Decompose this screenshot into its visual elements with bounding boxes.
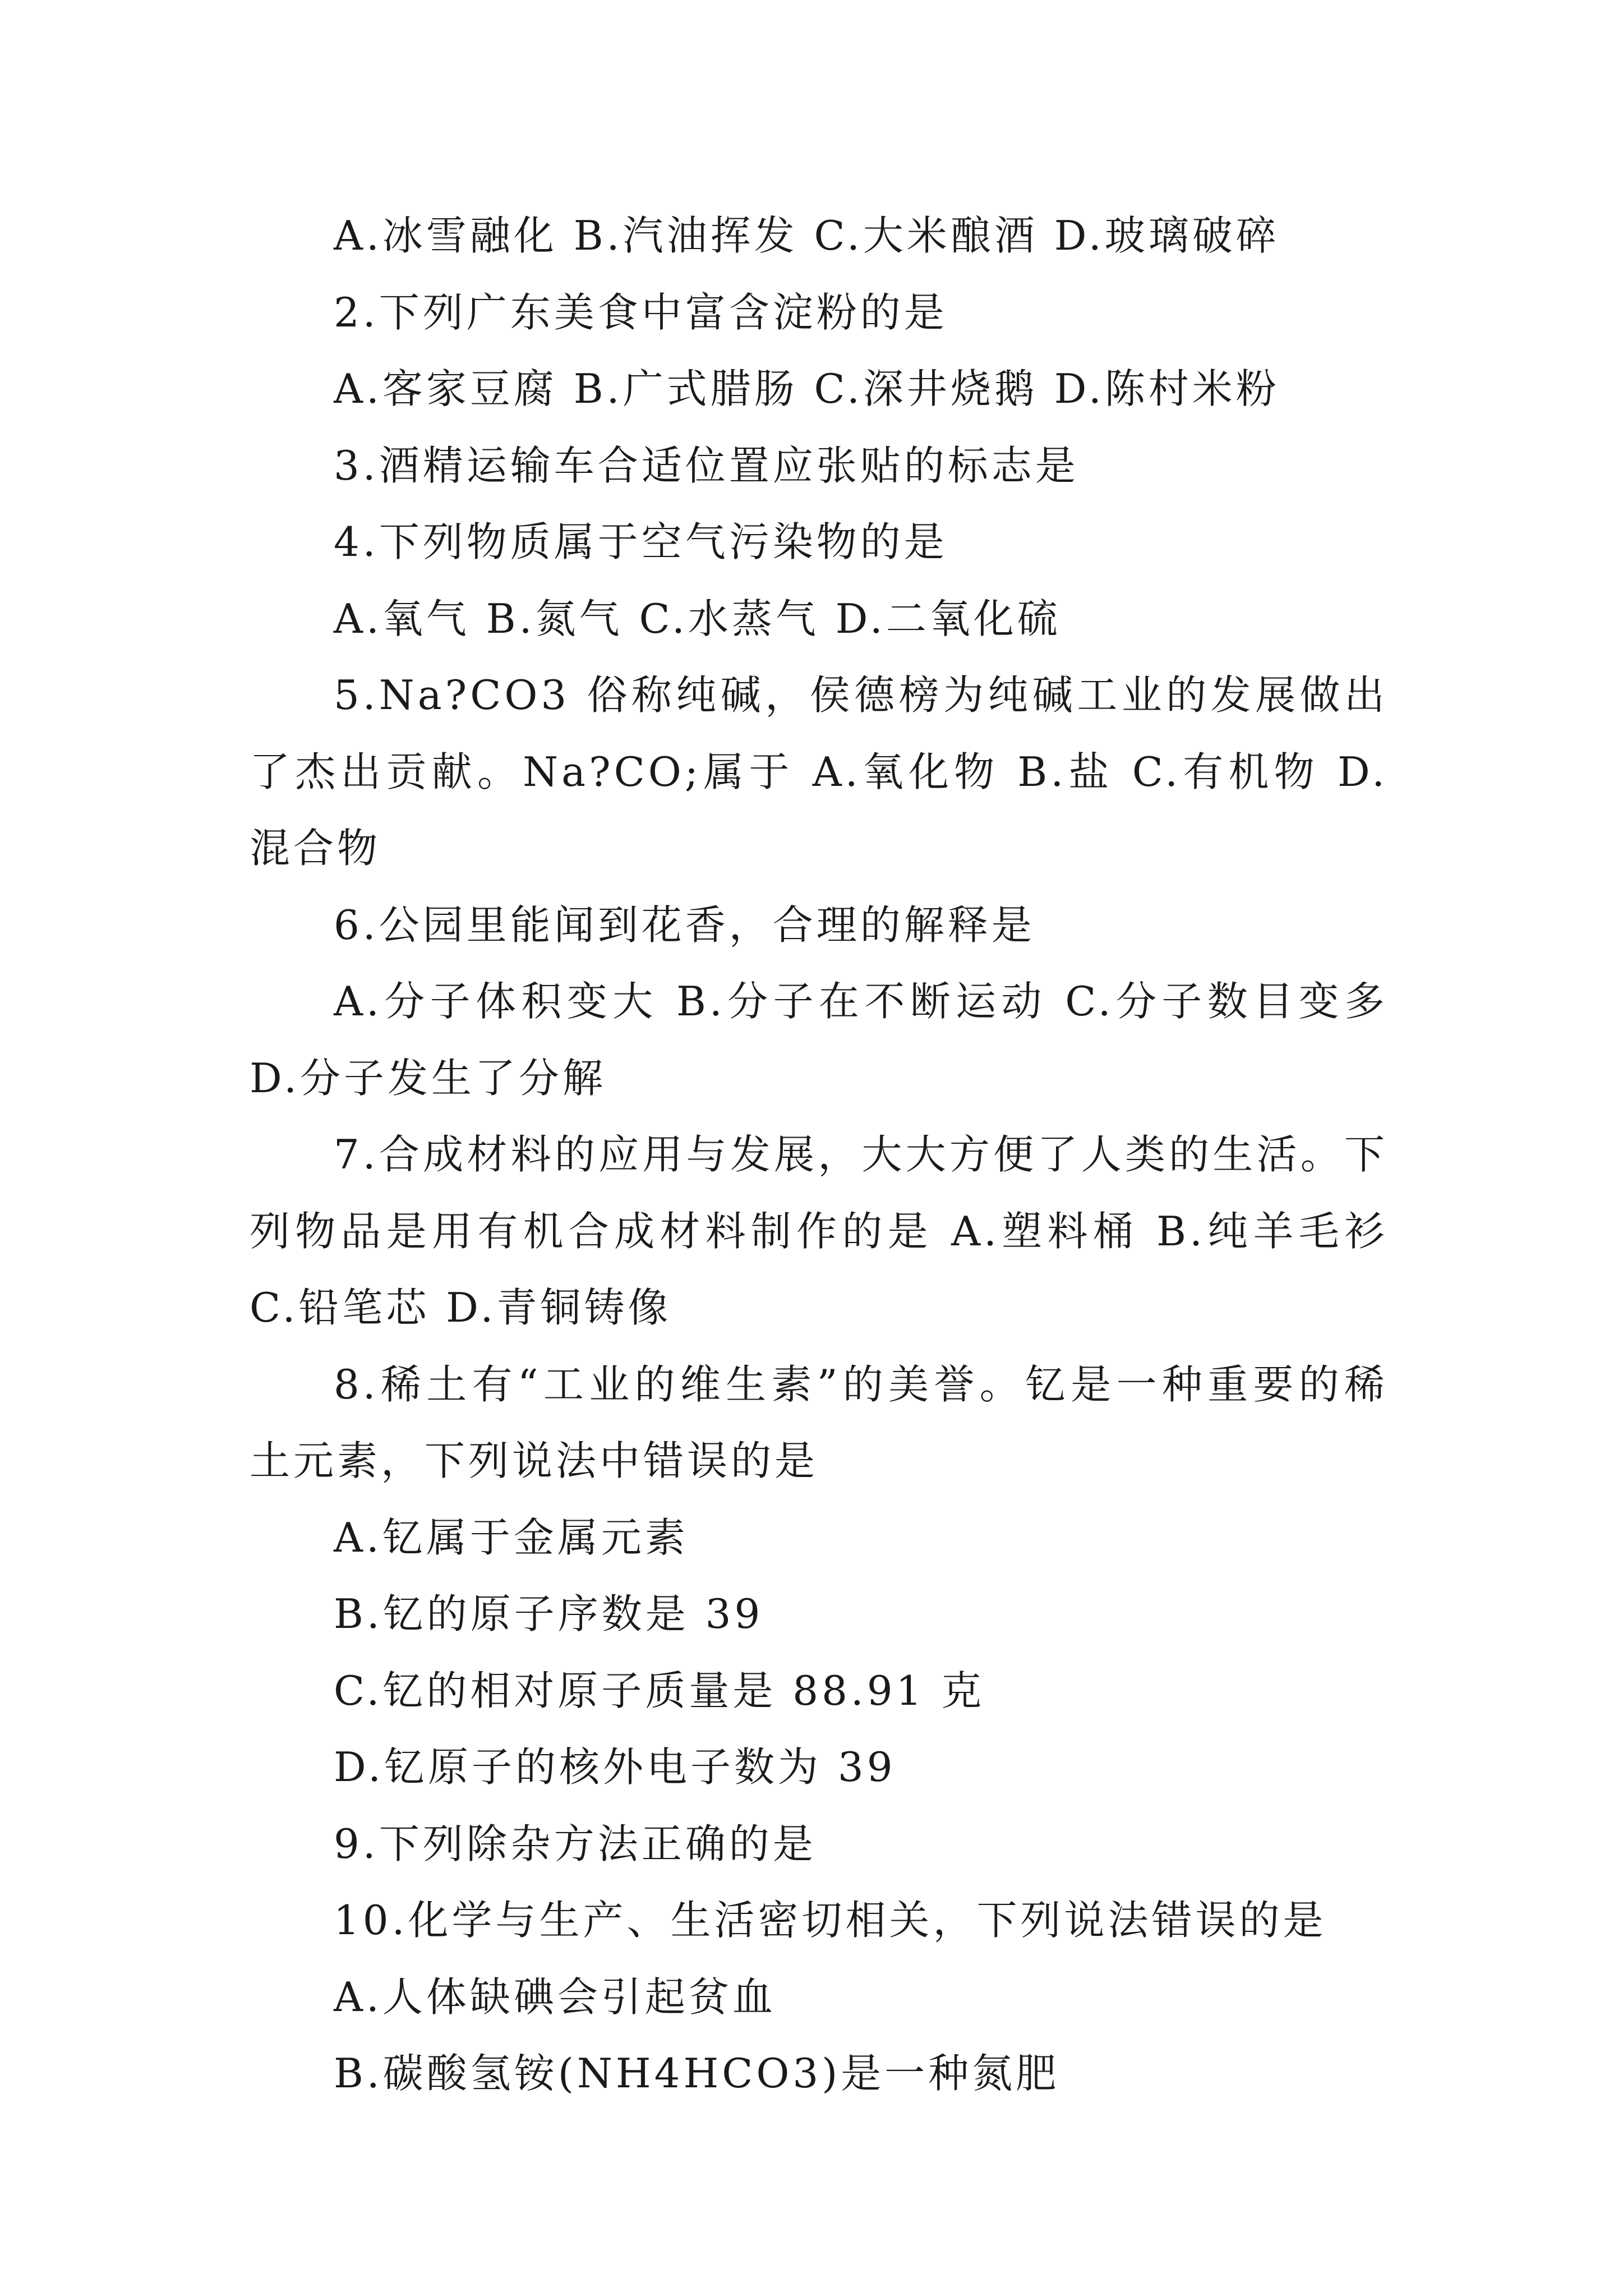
paragraph-q6-stem: 6.公园里能闻到花香，合理的解释是 bbox=[334, 901, 1035, 949]
paragraph-q3-stem: 3.酒精运输车合适位置应张贴的标志是 bbox=[334, 441, 1079, 489]
paragraph-q4-options: A.氧气 B.氮气 C.水蒸气 D.二氧化硫 bbox=[334, 595, 1061, 642]
paragraph-q8-stem: 8.稀土有“工业的维生素”的美誉。钇是一种重要的稀土元素，下列说法中错误的是 bbox=[250, 1360, 1388, 1484]
paragraph-q8-option-b: B.钇的原子序数是 39 bbox=[334, 1590, 764, 1637]
paragraph-q6-options: A.分子体积变大 B.分子在不断运动 C.分子数目变多 D.分子发生了分解 bbox=[250, 978, 1388, 1102]
paragraph-q10-option-a: A.人体缺碘会引起贫血 bbox=[334, 1973, 776, 2021]
paragraph-q10-option-b: B.碳酸氢铵(NH4HCO3)是一种氮肥 bbox=[334, 2050, 1060, 2097]
paragraph-q8-option-a: A.钇属于金属元素 bbox=[334, 1513, 689, 1561]
paragraph-q8-option-c: C.钇的相对原子质量是 88.91 克 bbox=[334, 1667, 985, 1714]
document-body bbox=[250, 197, 1388, 2112]
paragraph-q2-stem: 2.下列广东美食中富含淀粉的是 bbox=[334, 288, 948, 336]
paragraph-q8-option-d: D.钇原子的核外电子数为 39 bbox=[334, 1743, 896, 1791]
paragraph-q1-options: A.冰雪融化 B.汽油挥发 C.大米酿酒 D.玻璃破碎 bbox=[334, 212, 1280, 259]
paragraph-q7: 7.合成材料的应用与发展，大大方便了人类的生活。下列物品是用有机合成材料制作的是 A.塑料桶 B.纯羊毛衫 C.铅笔芯 D.青铜铸像 bbox=[250, 1131, 1388, 1331]
paragraph-q10-stem: 10.化学与生产、生活密切相关，下列说法错误的是 bbox=[334, 1897, 1327, 1944]
paragraph-q9-stem: 9.下列除杂方法正确的是 bbox=[334, 1820, 817, 1867]
paragraph-q2-options: A.客家豆腐 B.广式腊肠 C.深井烧鹅 D.陈村米粉 bbox=[334, 365, 1280, 412]
paragraph-q5: 5.Na?CO3 俗称纯碱，侯德榜为纯碱工业的发展做出了杰出贡献。Na?CO;属于 A.氧化物 B.盐 C.有机物 D.混合物 bbox=[250, 671, 1388, 872]
paragraph-q4-stem: 4.下列物质属于空气污染物的是 bbox=[334, 518, 948, 565]
